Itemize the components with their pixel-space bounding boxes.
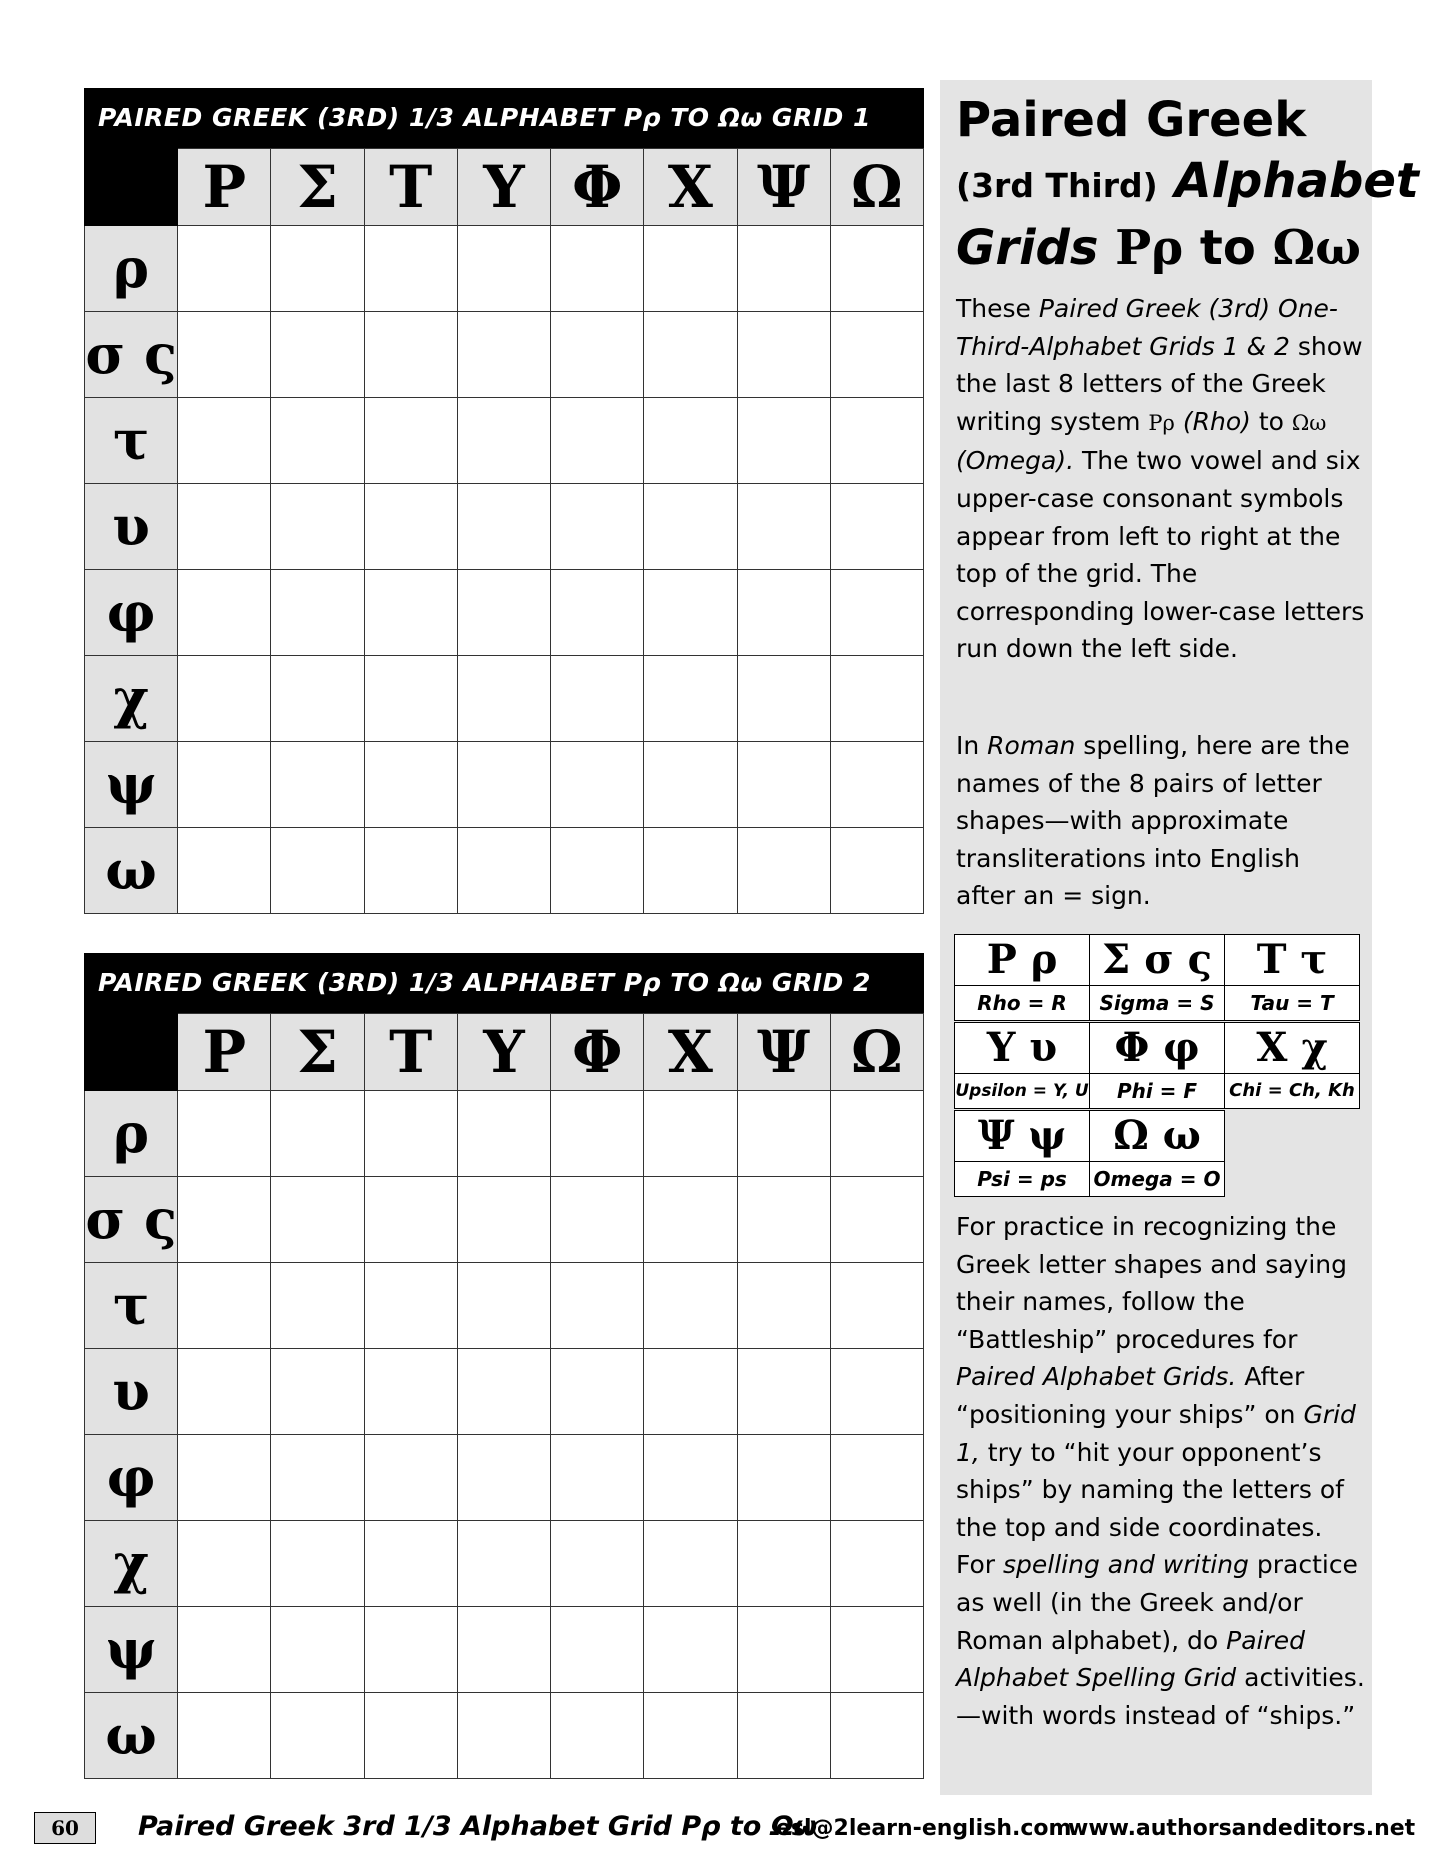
letter-tile-sigma: Σ σ ς Sigma = S <box>1089 934 1225 1021</box>
grid-cell[interactable] <box>830 742 923 828</box>
grid-cell[interactable] <box>271 742 364 828</box>
grid-cell[interactable] <box>737 1091 830 1177</box>
grid-cell[interactable] <box>364 1693 457 1779</box>
footer-email-link[interactable]: esl@2learn-english.com <box>776 1816 1072 1841</box>
grid-cell[interactable] <box>457 1177 550 1263</box>
column-header: Ω <box>830 149 923 226</box>
grid-row <box>85 570 924 656</box>
grid-cell[interactable] <box>644 656 737 742</box>
grid-cell[interactable] <box>271 312 364 398</box>
grid-cell[interactable] <box>644 828 737 914</box>
grid-row <box>85 226 924 312</box>
grid-row <box>85 1693 924 1779</box>
grid-cell[interactable] <box>271 398 364 484</box>
grid-cell[interactable] <box>271 656 364 742</box>
grid-cell[interactable] <box>178 226 271 312</box>
row-header: σ ς <box>85 312 178 398</box>
column-header: Υ <box>457 1014 550 1091</box>
grid-cell[interactable] <box>737 1177 830 1263</box>
grid-cell[interactable] <box>737 1263 830 1349</box>
grid-cell[interactable] <box>457 312 550 398</box>
column-header: Χ <box>644 149 737 226</box>
grid-cell[interactable] <box>364 828 457 914</box>
grid-cell[interactable] <box>830 312 923 398</box>
footer-website-link[interactable]: www.authorsandeditors.net <box>1068 1816 1416 1841</box>
grid-cell[interactable] <box>271 1263 364 1349</box>
names-intro-paragraph: In Roman spelling, here are the names of the 8 pairs of letter shapes—with approximate transliterations into English after an = sign. <box>956 731 1350 911</box>
column-header: Ψ <box>737 149 830 226</box>
grid-cell[interactable] <box>551 1607 644 1693</box>
grid-table <box>84 1013 924 1779</box>
column-header: Φ <box>551 1014 644 1091</box>
grid-cell[interactable] <box>178 484 271 570</box>
grid-cell[interactable] <box>551 1091 644 1177</box>
grid-row <box>85 742 924 828</box>
row-header: ω <box>85 1693 178 1779</box>
column-header: Ρ <box>178 1014 271 1091</box>
grid-cell[interactable] <box>178 656 271 742</box>
grid-cell[interactable] <box>830 1693 923 1779</box>
grid-cell[interactable] <box>551 312 644 398</box>
page-number: 60 <box>34 1812 96 1844</box>
grid-cell[interactable] <box>364 1607 457 1693</box>
grid-row <box>85 484 924 570</box>
grid-cell[interactable] <box>737 742 830 828</box>
grid-cell[interactable] <box>457 398 550 484</box>
grid-cell[interactable] <box>830 1435 923 1521</box>
row-header: φ <box>85 1435 178 1521</box>
row-header: χ <box>85 1521 178 1607</box>
grid-cell[interactable] <box>551 570 644 656</box>
grid-cell[interactable] <box>551 828 644 914</box>
column-header: Ρ <box>178 149 271 226</box>
grid-cell[interactable] <box>178 1091 271 1177</box>
practice-paragraph: For practice in recognizing the Greek letter shapes and saying their names, follow the “Battleship” procedures for Paired Alphabet Grids. After “positioning your ships” on Grid 1, try to “hit your opponent’s ships” by naming the letters of the top and side coordinates. For spelling and writing practice as well (in the Greek and/or Roman alphabet), do Paired Alphabet Spelling Grid activities.—with words instead of “ships.” <box>956 1212 1365 1730</box>
grid-cell[interactable] <box>644 1177 737 1263</box>
grid-cell[interactable] <box>364 226 457 312</box>
grid-cell[interactable] <box>737 1349 830 1435</box>
row-header: τ <box>85 1263 178 1349</box>
grid-cell[interactable] <box>364 398 457 484</box>
grid-corner <box>85 1014 178 1091</box>
grid-cell[interactable] <box>271 1521 364 1607</box>
grid-cell[interactable] <box>271 1349 364 1435</box>
grid-cell[interactable] <box>364 312 457 398</box>
letter-tile-rho: Ρ ρ Rho = R <box>954 934 1090 1021</box>
row-header: σ ς <box>85 1177 178 1263</box>
grid-cell[interactable] <box>644 1263 737 1349</box>
grid-cell[interactable] <box>830 656 923 742</box>
grid-cell[interactable] <box>551 398 644 484</box>
row-header: υ <box>85 484 178 570</box>
alphabet-grid-1 <box>84 88 924 914</box>
grid-row <box>85 1521 924 1607</box>
grid-row <box>85 828 924 914</box>
row-header: ω <box>85 828 178 914</box>
grid-cell[interactable] <box>551 484 644 570</box>
grid-cell[interactable] <box>178 1607 271 1693</box>
grid-cell[interactable] <box>830 570 923 656</box>
grid-cell[interactable] <box>457 484 550 570</box>
grid-cell[interactable] <box>551 1693 644 1779</box>
row-header: ρ <box>85 1091 178 1177</box>
grid-cell[interactable] <box>178 570 271 656</box>
grid-cell[interactable] <box>271 1177 364 1263</box>
grid-cell[interactable] <box>178 398 271 484</box>
grid-cell[interactable] <box>364 1263 457 1349</box>
grid-cell[interactable] <box>830 1349 923 1435</box>
grid-cell[interactable] <box>830 1091 923 1177</box>
grid-cell[interactable] <box>271 484 364 570</box>
grid-row <box>85 398 924 484</box>
grid-cell[interactable] <box>737 570 830 656</box>
grid-row <box>85 1607 924 1693</box>
grid-row <box>85 1177 924 1263</box>
panel-title-line-2: (3rd Third) Alphabet <box>956 153 1419 209</box>
grid-cell[interactable] <box>457 570 550 656</box>
grid-cell[interactable] <box>830 1177 923 1263</box>
row-header: ψ <box>85 742 178 828</box>
grid-row <box>85 1349 924 1435</box>
grid-cell[interactable] <box>644 398 737 484</box>
letter-tile-chi: Χ χ Chi = Ch, Kh <box>1224 1022 1360 1109</box>
grid-cell[interactable] <box>178 1177 271 1263</box>
grid-cell[interactable] <box>271 570 364 656</box>
grid-cell[interactable] <box>644 1521 737 1607</box>
row-header: τ <box>85 398 178 484</box>
panel-title-line-3: Grids Ρρ to Ωω <box>956 220 1361 276</box>
letter-tile-upsilon: Υ υ Upsilon = Y, U <box>954 1022 1090 1109</box>
grid-cell[interactable] <box>737 398 830 484</box>
grid-cell[interactable] <box>457 1693 550 1779</box>
grid-cell[interactable] <box>644 484 737 570</box>
grid-cell[interactable] <box>644 742 737 828</box>
grid-cell[interactable] <box>551 1349 644 1435</box>
grid-cell[interactable] <box>271 1091 364 1177</box>
grid-cell[interactable] <box>644 1091 737 1177</box>
grid-cell[interactable] <box>364 1177 457 1263</box>
grid-row <box>85 656 924 742</box>
letter-names-table <box>954 934 1361 1199</box>
grid-row <box>85 1091 924 1177</box>
grid-cell[interactable] <box>364 1091 457 1177</box>
row-header: φ <box>85 570 178 656</box>
grid-cell[interactable] <box>271 1607 364 1693</box>
grid-cell[interactable] <box>830 1263 923 1349</box>
grid-cell[interactable] <box>457 656 550 742</box>
column-header: Χ <box>644 1014 737 1091</box>
page-footer <box>0 1808 1445 1848</box>
row-header: υ <box>85 1349 178 1435</box>
grid-row <box>85 1435 924 1521</box>
grid-cell[interactable] <box>364 656 457 742</box>
grid-cell[interactable] <box>178 828 271 914</box>
grid-cell[interactable] <box>644 226 737 312</box>
grid-title: PAIRED GREEK (3RD) 1/3 ALPHABET Ρρ TO Ωω GRID 2 <box>84 953 924 1013</box>
grid-cell[interactable] <box>737 656 830 742</box>
grid-cell[interactable] <box>178 1263 271 1349</box>
grid-cell[interactable] <box>644 1693 737 1779</box>
grid-cell[interactable] <box>644 1349 737 1435</box>
grid-cell[interactable] <box>457 1091 550 1177</box>
grid-cell[interactable] <box>457 226 550 312</box>
grid-cell[interactable] <box>737 828 830 914</box>
column-header: Σ <box>271 149 364 226</box>
column-header: Τ <box>364 1014 457 1091</box>
grid-cell[interactable] <box>830 398 923 484</box>
grid-table <box>84 148 924 914</box>
grid-cell[interactable] <box>737 312 830 398</box>
grid-cell[interactable] <box>737 1607 830 1693</box>
grid-corner <box>85 149 178 226</box>
panel-title <box>956 90 1419 279</box>
grid-cell[interactable] <box>271 828 364 914</box>
grid-cell[interactable] <box>178 1435 271 1521</box>
grid-cell[interactable] <box>551 1521 644 1607</box>
grid-cell[interactable] <box>644 570 737 656</box>
panel-title-line-1: Paired Greek <box>956 92 1307 148</box>
letter-tile-psi: Ψ ψ Psi = ps <box>954 1110 1090 1197</box>
grid-cell[interactable] <box>737 1435 830 1521</box>
grid-cell[interactable] <box>178 1521 271 1607</box>
grid-cell[interactable] <box>551 1435 644 1521</box>
grid-cell[interactable] <box>830 828 923 914</box>
grid-cell[interactable] <box>644 1435 737 1521</box>
grid-cell[interactable] <box>457 1521 550 1607</box>
column-header: Υ <box>457 149 550 226</box>
letter-tile-tau: Τ τ Tau = T <box>1224 934 1360 1021</box>
grid-cell[interactable] <box>644 1607 737 1693</box>
grid-cell[interactable] <box>737 226 830 312</box>
row-header: χ <box>85 656 178 742</box>
grid-cell[interactable] <box>457 1435 550 1521</box>
grid-cell[interactable] <box>364 484 457 570</box>
column-header: Ω <box>830 1014 923 1091</box>
grid-cell[interactable] <box>551 1263 644 1349</box>
column-header: Φ <box>551 149 644 226</box>
letter-tile-omega: Ω ω Omega = O <box>1089 1110 1225 1197</box>
letter-tile-phi: Φ φ Phi = F <box>1089 1022 1225 1109</box>
grid-cell[interactable] <box>551 226 644 312</box>
grid-cell[interactable] <box>364 742 457 828</box>
grid-cell[interactable] <box>271 226 364 312</box>
grid-cell[interactable] <box>737 484 830 570</box>
grid-cell[interactable] <box>737 1693 830 1779</box>
grid-cell[interactable] <box>178 312 271 398</box>
column-header: Τ <box>364 149 457 226</box>
grid-cell[interactable] <box>364 1521 457 1607</box>
grid-cell[interactable] <box>830 1607 923 1693</box>
grid-cell[interactable] <box>737 1521 830 1607</box>
grid-cell[interactable] <box>364 570 457 656</box>
grid-cell[interactable] <box>271 1693 364 1779</box>
grid-cell[interactable] <box>457 828 550 914</box>
grid-cell[interactable] <box>551 1177 644 1263</box>
grid-cell[interactable] <box>551 742 644 828</box>
grid-header-row <box>85 149 924 226</box>
footer-title: Paired Greek 3rd 1/3 Alphabet Grid Ρρ to Ωω <box>138 1811 818 1842</box>
alphabet-grid-2 <box>84 953 924 1779</box>
grid-cell[interactable] <box>644 312 737 398</box>
grid-cell[interactable] <box>364 1435 457 1521</box>
grid-title: PAIRED GREEK (3RD) 1/3 ALPHABET Ρρ TO Ωω GRID 1 <box>84 88 924 148</box>
grid-cell[interactable] <box>457 742 550 828</box>
grid-cell[interactable] <box>830 484 923 570</box>
row-header: ρ <box>85 226 178 312</box>
grid-cell[interactable] <box>178 1693 271 1779</box>
grid-cell[interactable] <box>830 1521 923 1607</box>
column-header: Σ <box>271 1014 364 1091</box>
grid-cell[interactable] <box>178 742 271 828</box>
grid-cell[interactable] <box>457 1263 550 1349</box>
grid-cell[interactable] <box>830 226 923 312</box>
grid-cell[interactable] <box>178 1349 271 1435</box>
grid-cell[interactable] <box>271 1435 364 1521</box>
grid-row <box>85 1263 924 1349</box>
intro-paragraph: These Paired Greek (3rd) One-Third-Alphabet Grids 1 & 2 show the last 8 letters of the Greek writing system Ρρ (Rho) to Ωω (Omega). The two vowel and six upper-case consonant symbols appear from left to right at the top of the grid. The corresponding lower-case letters run down the left side. <box>956 294 1365 664</box>
grid-cell[interactable] <box>364 1349 457 1435</box>
grid-row <box>85 312 924 398</box>
grid-cell[interactable] <box>457 1607 550 1693</box>
row-header: ψ <box>85 1607 178 1693</box>
column-header: Ψ <box>737 1014 830 1091</box>
grid-cell[interactable] <box>551 656 644 742</box>
grid-header-row <box>85 1014 924 1091</box>
grid-cell[interactable] <box>457 1349 550 1435</box>
